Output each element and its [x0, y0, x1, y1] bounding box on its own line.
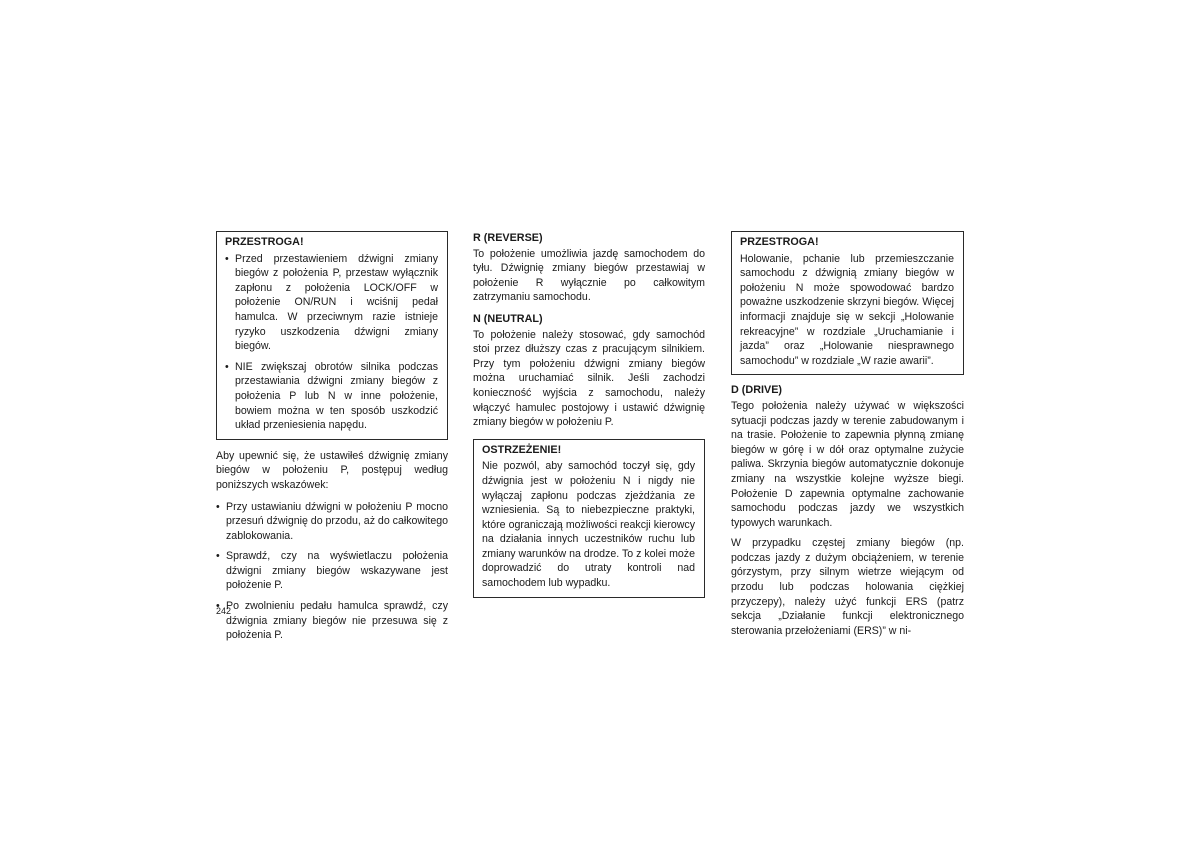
drive-paragraph: Tego położenia należy używać w większości sytuacji podczas jazdy w terenie zabudowanym i na trasie. Położenie to zapewnia płynną zmianę biegów w górę i w dół oraz optymalne zużycie paliwa. Skrzynia biegów automatycznie dokonuje zmiany na wszystkie kolejne wyższe biegi. Położenie D zapewnia optymalne zachowanie samochodu podczas jazdy we wszystkich typowych warunkach. — [731, 399, 964, 529]
park-intro-paragraph: Aby upewnić się, że ustawiłeś dźwignię zmiany biegów w położeniu P, postępuj według poniższych wskazówek: — [216, 449, 448, 491]
caution-list — [225, 252, 438, 433]
column-middle — [473, 231, 705, 598]
drive-paragraph: W przypadku częstej zmiany biegów (np. podczas jazdy z dużym obciążeniem, w terenie górzystym, przy silnym wietrze wiejącym od przodu lub podczas holowania ciężkiej przyczepy), należy użyć funkcji ERS (patrz sekcja „Działanie funkcji elektronicznego sterowania przełożeniami (ERS)” w ni- — [731, 537, 964, 637]
park-step: • Sprawdź, czy na wyświetlaczu położenia dźwigni zmiany biegów wskazywane jest położenie P. — [216, 549, 448, 593]
caution-box — [216, 231, 448, 440]
column-right — [731, 231, 964, 638]
caution-title: PRZESTROGA! — [225, 236, 304, 248]
column-left — [216, 231, 448, 643]
warning-paragraph: Nie pozwól, aby samochód toczył się, gdy dźwignia jest w położeniu N i nigdy nie wyłączaj zapłonu podczas zjeżdżania ze wzniesienia. Są to niebezpieczne praktyki, które ograniczają możliwości reakcji kierowcy na działania innych uczestników ruchu lub zmiany warunków na drodze. To z kolei może doprowadzić do utraty kontroli nad samochodem lub wypadku. — [482, 460, 695, 590]
warning-title: OSTRZEŻENIE! — [482, 443, 562, 456]
reverse-heading: R (REVERSE) — [473, 232, 543, 244]
warning-box — [473, 439, 705, 598]
caution-item: • Przed przestawieniem dźwigni zmiany biegów z położenia P, przestaw wyłącznik zapłonu z położenia LOCK/OFF w położenie ON/RUN i wciśnij pedał hamulca. W przeciwnym razie istnieje ryzyko uszkodzenia dźwigni zmiany biegów. — [225, 252, 438, 354]
park-step: • Przy ustawianiu dźwigni w położeniu P mocno przesuń dźwignię do przodu, aż do całkowitego zablokowania. — [216, 500, 448, 544]
neutral-heading: N (NEUTRAL) — [473, 312, 543, 325]
park-step: • Po zwolnieniu pedału hamulca sprawdź, czy dźwignia zmiany biegów nie przesuwa się z położenia P. — [216, 599, 448, 643]
park-steps-list — [216, 500, 448, 643]
caution-item: • NIE zwiększaj obrotów silnika podczas przestawiania dźwigni zmiany biegów z położenia P lub N w inne położenie, bowiem można w ten sposób uszkodzić układ przeniesienia napędu. — [225, 360, 438, 433]
caution-box — [731, 231, 964, 375]
caution-title: PRZESTROGA! — [740, 236, 819, 248]
caution-paragraph: Holowanie, pchanie lub przemieszczanie samochodu z dźwignią zmiany biegów w położeniu N może spowodować bardzo poważne uszkodzenie skrzyni biegów. Więcej informacji znajduje się w sekcji „Holowanie rekreacyjne” w rozdziale „Uruchamianie i jazda” oraz „Holowanie niesprawnego samochodu” w rozdziale „W razie awarii”. — [740, 252, 954, 367]
neutral-paragraph: To położenie należy stosować, gdy samochód stoi przez dłuższy czas z pracującym silnikiem. Przy tym położeniu dźwigni zmiany biegów można uruchamiać silnik. Jeśli zachodzi konieczność wyjścia z samochodu, należy włączyć hamulec postojowy i ustawić dźwignię zmiany biegów w położeniu P. — [473, 328, 705, 429]
page-number: 242 — [216, 606, 232, 616]
reverse-paragraph: To położenie umożliwia jazdę samochodem do tyłu. Dźwignię zmiany biegów przestawiaj w położenie R wyłącznie po całkowitym zatrzymaniu samochodu. — [473, 247, 705, 304]
drive-heading: D (DRIVE) — [731, 384, 782, 397]
